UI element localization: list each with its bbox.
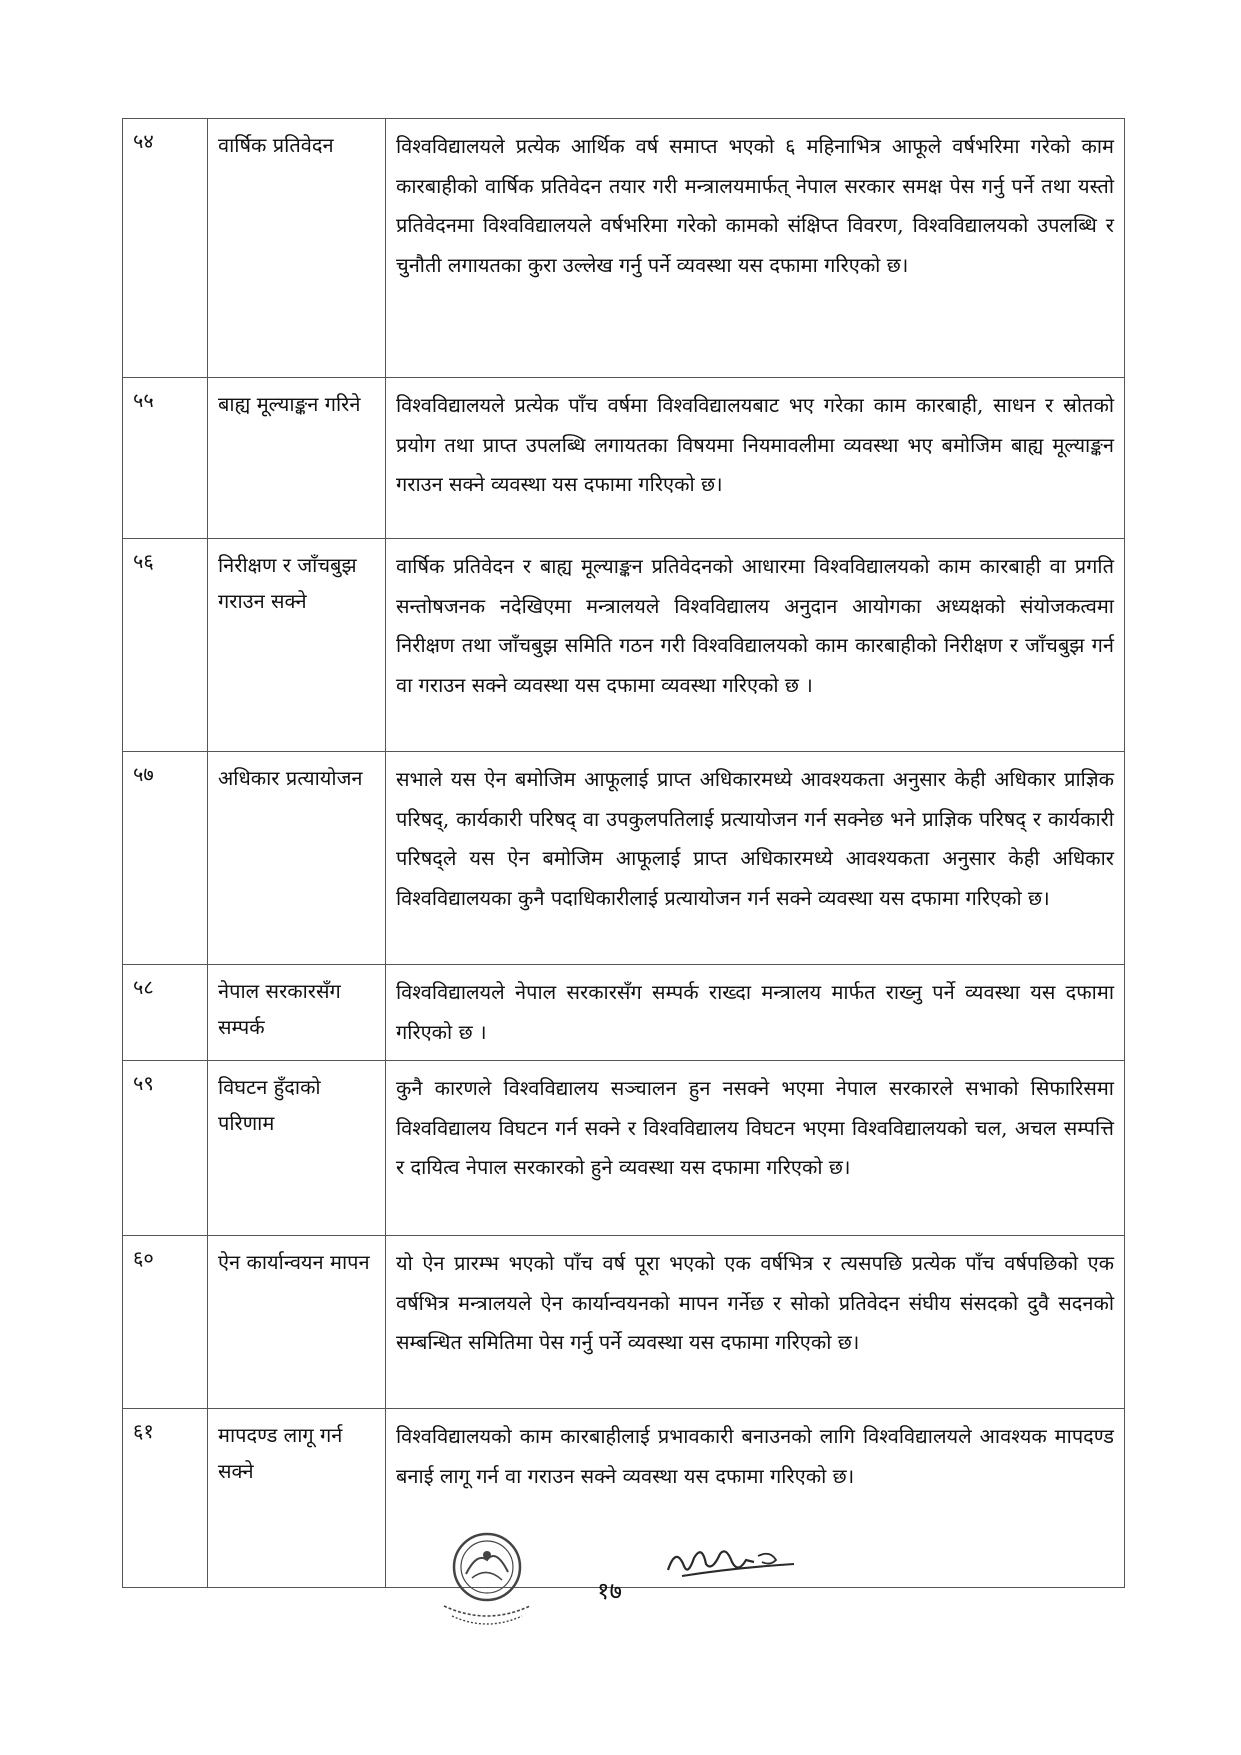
office-seal-icon: [432, 1522, 542, 1632]
section-heading: निरीक्षण र जाँचबुझ गराउन सक्ने: [208, 539, 386, 752]
section-description: यो ऐन प्रारम्भ भएको पाँच वर्ष पूरा भएको एक वर्षभित्र र त्यसपछि प्रत्येक पाँच वर्षपछिको एक वर्षभित्र मन्त्रालयले ऐन कार्यान्वयनको मापन गर्नेछ र सोको प्रतिवेदन संघीय संसदको दुवै सदनको सम्बन्धित समितिमा पेस गर्नु पर्ने व्यवस्था यस दफामा गरिएको छ।: [386, 1236, 1125, 1409]
page-footer: [0, 1522, 1241, 1642]
table-row: [123, 965, 1125, 1061]
table-row: [123, 752, 1125, 965]
section-number: ६०: [123, 1236, 208, 1409]
provisions-table: [122, 118, 1125, 1588]
section-description: सभाले यस ऐन बमोजिम आफूलाई प्राप्त अधिकारमध्ये आवश्यकता अनुसार केही अधिकार प्राज्ञिक परिषद्, कार्यकारी परिषद् वा उपकुलपतिलाई प्रत्यायोजन गर्न सक्नेछ भने प्राज्ञिक परिषद् र कार्यकारी परिषद्ले यस ऐन बमोजिम आफूलाई प्राप्त अधिकारमध्ये आवश्यकता अनुसार केही अधिकार विश्वविद्यालयका कुनै पदाधिकारीलाई प्रत्यायोजन गर्न सक्ने व्यवस्था यस दफामा गरिएको छ।: [386, 752, 1125, 965]
table-row: [123, 539, 1125, 752]
section-heading: अधिकार प्रत्यायोजन: [208, 752, 386, 965]
table-row: [123, 1061, 1125, 1236]
section-heading: मापदण्ड लागू गर्न सक्ने: [208, 1409, 386, 1588]
section-description: विश्वविद्यालयले प्रत्येक पाँच वर्षमा विश्वविद्यालयबाट भए गरेका काम कारबाही, साधन र स्रोतको प्रयोग तथा प्राप्त उपलब्धि लगायतका विषयमा नियमावलीमा व्यवस्था भए बमोजिम बाह्य मूल्याङ्कन गराउन सक्ने व्यवस्था यस दफामा गरिएको छ।: [386, 378, 1125, 539]
signature-icon: [662, 1540, 802, 1588]
page-number: १७: [597, 1577, 622, 1605]
section-heading: ऐन कार्यान्वयन मापन: [208, 1236, 386, 1409]
section-heading: नेपाल सरकारसँग सम्पर्क: [208, 965, 386, 1061]
section-description: विश्वविद्यालयको काम कारबाहीलाई प्रभावकारी बनाउनको लागि विश्वविद्यालयले आवश्यक मापदण्ड बनाई लागू गर्न वा गराउन सक्ने व्यवस्था यस दफामा गरिएको छ।: [386, 1409, 1125, 1588]
table-row: [123, 378, 1125, 539]
section-heading: बाह्य मूल्याङ्कन गरिने: [208, 378, 386, 539]
section-number: ५७: [123, 752, 208, 965]
section-number: ५५: [123, 378, 208, 539]
section-description: विश्वविद्यालयले नेपाल सरकारसँग सम्पर्क राख्दा मन्त्रालय मार्फत राख्नु पर्ने व्यवस्था यस दफामा गरिएको छ ।: [386, 965, 1125, 1061]
section-heading: विघटन हुँदाको परिणाम: [208, 1061, 386, 1236]
section-number: ५४: [123, 119, 208, 378]
table-row: [123, 119, 1125, 378]
section-number: ५६: [123, 539, 208, 752]
section-description: कुनै कारणले विश्वविद्यालय सञ्चालन हुन नसक्ने भएमा नेपाल सरकारले सभाको सिफारिसमा विश्वविद्यालय विघटन गर्न सक्ने र विश्वविद्यालय विघटन भएमा विश्वविद्यालयको चल, अचल सम्पत्ति र दायित्व नेपाल सरकारको हुने व्यवस्था यस दफामा गरिएको छ।: [386, 1061, 1125, 1236]
section-description: विश्वविद्यालयले प्रत्येक आर्थिक वर्ष समाप्त भएको ६ महिनाभित्र आफूले वर्षभरिमा गरेको काम कारबाहीको वार्षिक प्रतिवेदन तयार गरी मन्त्रालयमार्फत् नेपाल सरकार समक्ष पेस गर्नु पर्ने तथा यस्तो प्रतिवेदनमा विश्वविद्यालयले वर्षभरिमा गरेको कामको संक्षिप्त विवरण, विश्वविद्यालयको उपलब्धि र चुनौती लगायतका कुरा उल्लेख गर्नु पर्ने व्यवस्था यस दफामा गरिएको छ।: [386, 119, 1125, 378]
section-number: ६१: [123, 1409, 208, 1588]
table-row: [123, 1236, 1125, 1409]
section-heading: वार्षिक प्रतिवेदन: [208, 119, 386, 378]
section-number: ५८: [123, 965, 208, 1061]
section-number: ५९: [123, 1061, 208, 1236]
section-description: वार्षिक प्रतिवेदन र बाह्य मूल्याङ्कन प्रतिवेदनको आधारमा विश्वविद्यालयको काम कारबाही वा प्रगति सन्तोषजनक नदेखिएमा मन्त्रालयले विश्वविद्यालय अनुदान आयोगका अध्यक्षको संयोजकत्वमा निरीक्षण तथा जाँचबुझ समिति गठन गरी विश्वविद्यालयको काम कारबाहीको निरीक्षण र जाँचबुझ गर्न वा गराउन सक्ने व्यवस्था यस दफामा व्यवस्था गरिएको छ ।: [386, 539, 1125, 752]
